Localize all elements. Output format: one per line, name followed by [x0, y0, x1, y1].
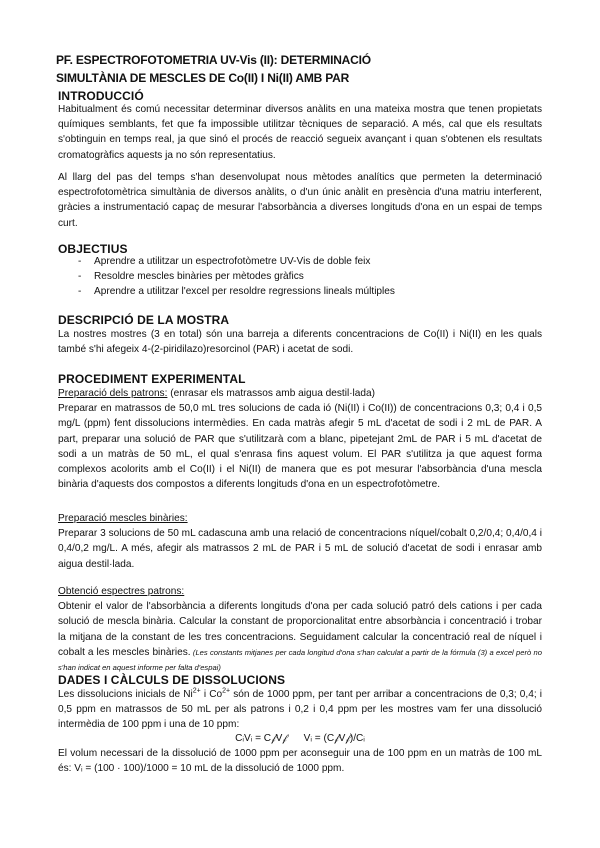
dades-text-c: són de 1000 ppm, per tant per arribar a concentracions de 0,3; 0,4; i 0,5 ppm en matrassos de 50 mL per als patrons i 0,2 i 0,4 ppm per les mostres vam fer una dissolució intermèdia de 100 ppm i una de 10 ppm: [58, 689, 542, 731]
espectres-note: (Les constants mitjanes per cada longitud d'ona s'han calculat a partir de la fórmula (3) a excel però no s'han indicat en aquest informe per falta d'espai) [58, 647, 542, 673]
mescles-text: Preparar 3 solucions de 50 mL cadascuna amb una relació de concentracions níquel/cobalt 0,2/0,4; 0,4/0,4 i 0,4/0,2 mg/L. A més, afegir als matrassos 2 mL de PAR i 5 mL de solució d'acetat de sodi i enrasar amb aigua destil·lada. [58, 528, 542, 570]
list-bullet: - [78, 256, 82, 267]
espectres-text: Obtenir el valor de l'absorbància a diferents longituds d'ona per cada solució patró dels cations i per cada solució de mescla binària. Calcular la constant de proporcionalitat entre absorbància i concentració i trobar la mitjana de la constant de les tres concentracions. Seguidament calcular la concentració real de níquel i cobalt a les mescles binàries. [58, 601, 542, 658]
espectres-section [58, 584, 542, 675]
mescles-section [58, 511, 542, 572]
procediment-heading: PROCEDIMENT EXPERIMENTAL [58, 372, 246, 386]
document-title-line2: SIMULTÀNIA DE MESCLES DE Co(II) I Ni(II) AMB PAR [56, 71, 350, 85]
intro-paragraph-1: Habitualment és comú necessitar determinar diversos anàlits en una mateixa mostra que tenen propietats químiques semblants, fet que fa impossible utilitzar tècniques de separació. A més, cal que els resultats s'obtinguin en temps real, ja que sinó el procés de reacció segueix avançant i quan s'obtenen els resultats cromatogràfics aquests ja no són representatius. [58, 104, 542, 161]
objectius-item-3: Aprendre a utilitzar l'excel per resoldre regressions lineals múltiples [94, 286, 395, 297]
dades-paragraph-1 [58, 687, 542, 733]
dades-text-a: Les dissolucions inicials de Ni [58, 689, 193, 700]
formula-volume: Vᵢ = (C𝒻V𝒻)/Cᵢ [303, 733, 365, 744]
objectius-heading: OBJECTIUS [58, 242, 128, 256]
objectius-item-2: Resoldre mescles binàries per mètodes gràfics [94, 271, 304, 282]
dilution-formula [0, 733, 600, 745]
list-bullet: - [78, 286, 82, 297]
mostra-paragraph: La nostres mostres (3 en total) són una barreja a diferents concentracions de Co(II) i Ni(II) en les quals també s'hi afegeix 4-(2-piridilazo)resorcinol (PAR) i acetat de sodi. [58, 329, 542, 356]
document-title-line1: PF. ESPECTROFOTOMETRIA UV-Vis (II): DETERMINACIÓ [56, 53, 371, 67]
patrons-section [58, 386, 542, 492]
intro-paragraph-2: Al llarg del pas del temps s'han desenvolupat nous mètodes analítics que permeten la determinació espectrofotomètrica simultània de diversos anàlits, o d'un únic anàlit en presència d'una matriu interferent, gràcies a instrumentació capaç de mesurar l'absorbància a diverses longituds d'ona en un espai de temps curt. [58, 172, 542, 229]
intro-heading: INTRODUCCIÓ [58, 89, 144, 103]
patrons-note: (enrasar els matrassos amb aigua destil·lada) [167, 388, 375, 399]
co-charge: 2+ [222, 687, 231, 695]
dades-paragraph-2: El volum necessari de la dissolució de 1000 ppm per aconseguir una de 100 ppm en un matràs de 100 mL és: Vᵢ = (100 · 100)/1000 = 10 mL de la dissolució de 1000 ppm. [58, 748, 542, 775]
formula-dilution: CᵢVᵢ = C𝒻V𝒻 [235, 733, 287, 744]
dades-text-b: i Co [200, 689, 223, 700]
objectius-item-1: Aprendre a utilitzar un espectrofotòmetre UV-Vis de doble feix [94, 256, 371, 267]
list-bullet: - [78, 271, 82, 282]
espectres-title: Obtenció espectres patrons: [58, 586, 185, 597]
ni-charge: 2+ [192, 687, 201, 695]
patrons-title: Preparació dels patrons: [58, 388, 168, 399]
mescles-title: Preparació mescles binàries: [58, 513, 188, 524]
dades-heading: DADES I CÀLCULS DE DISSOLUCIONS [58, 673, 286, 687]
patrons-text: Preparar en matrassos de 50,0 mL tres solucions de cada ió (Ni(II) i Co(II)) de concentracions 0,3; 0,4 i 0,5 mg/L (ppm) fent dissolucions intermèdies. En cada matràs afegir 5 mL d'acetat de sodi i 2 mL de PAR. A part, preparar una solució de PAR que s'utilitzarà com a blanc, pipetejant 2mL de PAR i 5 mL d'acetat de sodi a un matràs de 50 mL, el qual s'enrasa fins aquest volum. El PAR s'utilitza ja que aquest forma complexos acolorits amb el Co(II) i el Ni(II) de manera que es pot mesurar l'absorbància d'una mescla binària d'aquests dos compostos a diferents longituds d'ona en un espectrofotòmetre. [58, 403, 542, 491]
mostra-heading: DESCRIPCIÓ DE LA MOSTRA [58, 313, 230, 327]
